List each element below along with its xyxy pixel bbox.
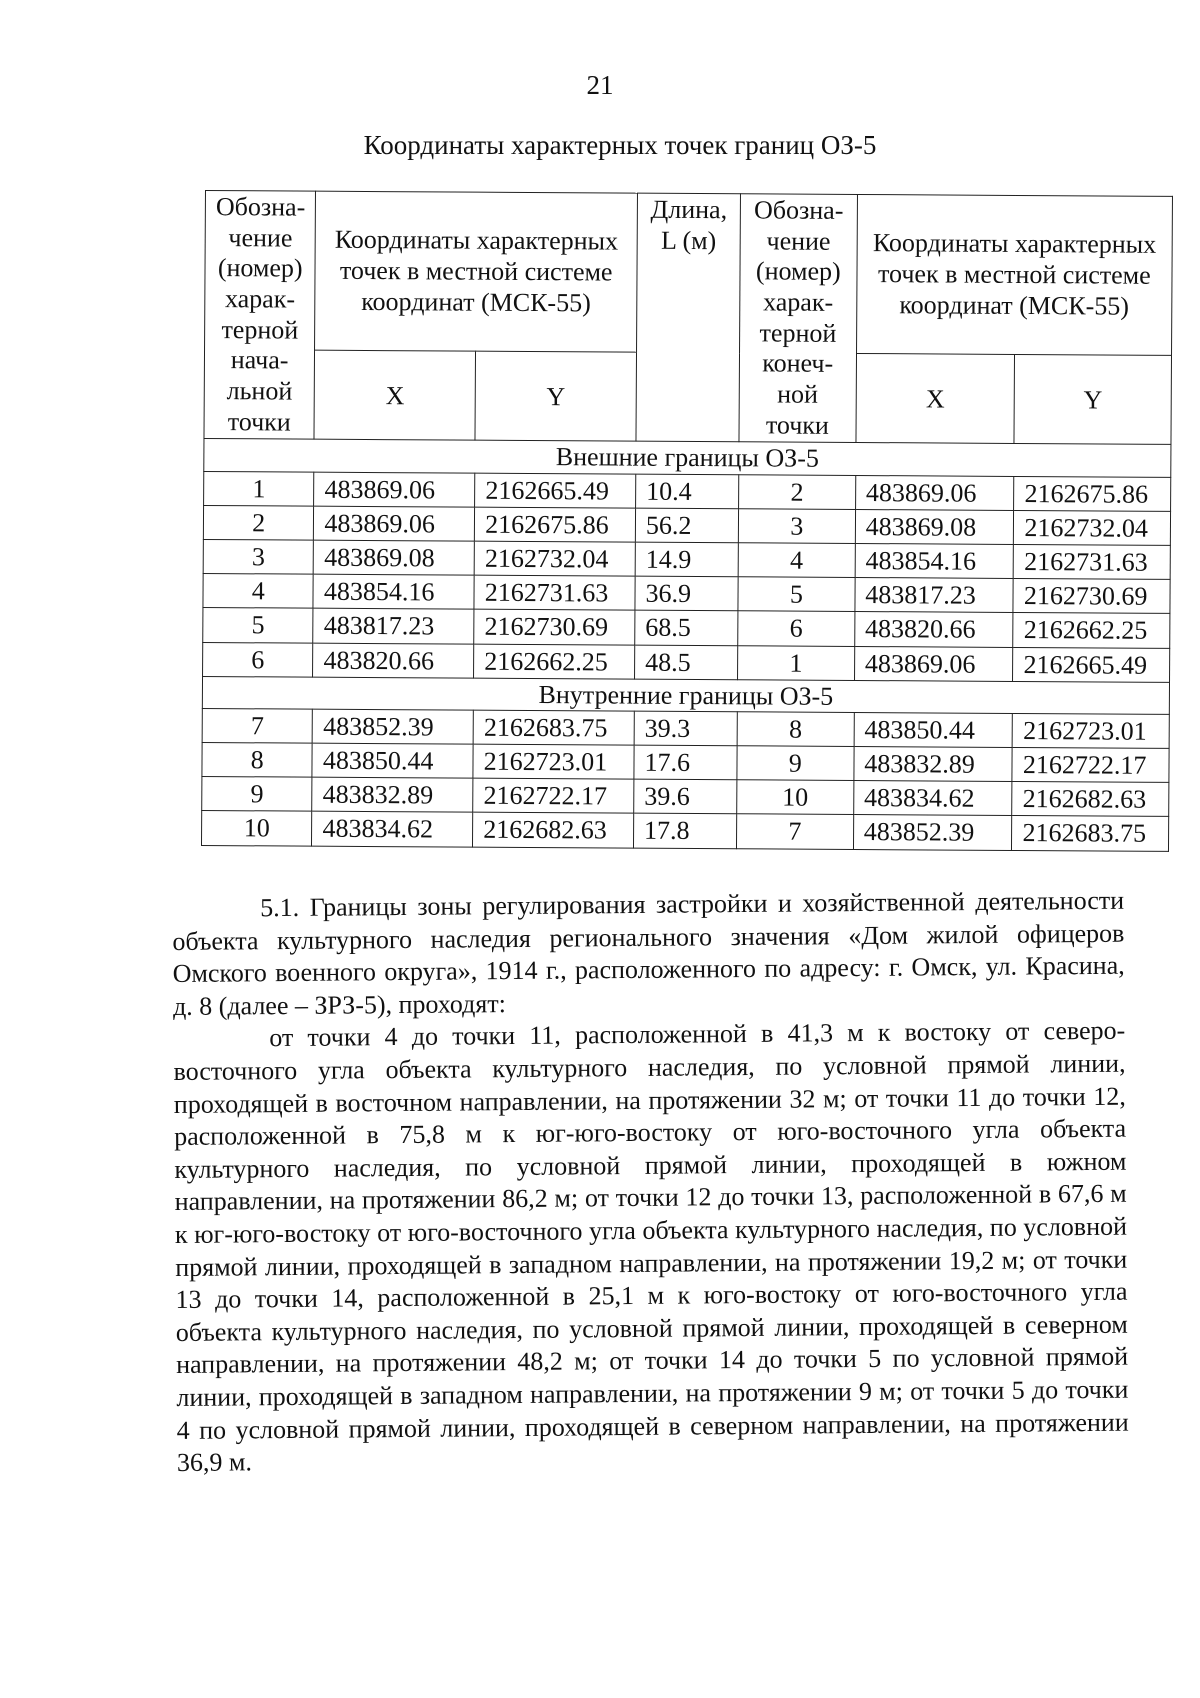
cell-end-point: 7 <box>736 814 853 849</box>
table-header-row <box>205 191 1173 356</box>
paragraph-zrz5-intro: 5.1. Границы зоны регулирования застройки и хозяйственной деятельности объекта культурного наследия регионального значения «Дом жилой офицеров Омского военного округа», 1914 г., расположенного по адресу: г. Омск, ул. Красина, д. 8 (далее – ЗРЗ-5), проходят: <box>172 885 1125 1021</box>
cell-end-point: 5 <box>738 577 855 612</box>
cell-y-start: 2162662.25 <box>474 644 635 679</box>
cell-length: 17.6 <box>634 745 737 780</box>
cell-y-start: 2162732.04 <box>474 541 635 576</box>
cell-y-end: 2162662.25 <box>1013 613 1170 648</box>
section-title: Внутренние границы ОЗ-5 <box>202 676 1169 714</box>
cell-start-point: 1 <box>204 471 315 506</box>
paragraph-zrz5-route: от точки 4 до точки 11, расположенной в 41,3 м к востоку от северо-восточного угла объекта культурного наследия, по условной прямой линии, проходящей в восточном направлении, на протяжении 32 м; от точки 11 до точки 12, расположенной в 75,8 м к юг-юго-востоку от юго-восточного угла объекта культурного наследия, по условной прямой линии, проходящей в южном направлении, на протяжении 86,2 м; от точки 12 до точки 13, расположенной в 67,6 м к юг-юго-востоку от юго-восточного угла объекта культурного наследия, по условной прямой линии, проходящей в западном направлении, на протяжении 19,2 м; от точки 13 до точки 14, расположенной в 25,1 м к юго-востоку от юго-восточного угла объекта культурного наследия, по условной прямой линии, проходящей в северном направлении, на протяжении 48,2 м; от точки 14 до точки 5 по условной прямой линии, проходящей в западном направлении, на протяжении 9 м; от точки 5 до точки 4 по условной прямой линии, проходящей в северном направлении, на протяжении 36,9 м. <box>173 1016 1129 1478</box>
cell-start-point: 2 <box>203 505 314 540</box>
cell-x-start: 483869.06 <box>314 472 475 507</box>
cell-x-end: 483832.89 <box>854 747 1013 782</box>
cell-y-end: 2162723.01 <box>1013 713 1170 748</box>
cell-x-end: 483854.16 <box>855 543 1014 578</box>
cell-y-end: 2162722.17 <box>1012 748 1169 783</box>
cell-end-point: 10 <box>737 780 854 815</box>
cell-length: 56.2 <box>635 508 738 543</box>
cell-end-point: 4 <box>738 543 855 578</box>
page-number: 21 <box>586 70 614 100</box>
cell-x-start: 483854.16 <box>313 574 474 609</box>
table-row <box>202 743 1169 783</box>
table-row <box>202 708 1169 748</box>
cell-x-end: 483869.06 <box>854 646 1013 681</box>
cell-y-start: 2162730.69 <box>474 609 635 644</box>
cell-y-end: 2162682.63 <box>1012 782 1169 817</box>
header-end-designation: Обозна-чение (номер) харак-терной конеч-ной точки <box>739 194 857 443</box>
cell-x-end: 483852.39 <box>853 815 1012 850</box>
cell-end-point: 6 <box>738 611 855 646</box>
cell-start-point: 3 <box>203 539 314 574</box>
table-row <box>203 505 1170 545</box>
table-row <box>203 608 1170 648</box>
cell-length: 48.5 <box>635 645 738 680</box>
cell-x-end: 483834.62 <box>853 781 1012 816</box>
cell-y-end: 2162675.86 <box>1014 476 1171 511</box>
cell-y-start: 2162665.49 <box>475 473 636 508</box>
cell-y-end: 2162665.49 <box>1013 647 1170 682</box>
cell-x-start: 483869.08 <box>314 540 475 575</box>
cell-start-point: 4 <box>203 574 314 609</box>
cell-x-start: 483869.06 <box>314 506 475 541</box>
cell-y-start: 2162675.86 <box>475 507 636 542</box>
header-length: Длина, L (м) <box>636 193 740 442</box>
cell-y-end: 2162730.69 <box>1013 579 1170 614</box>
cell-end-point: 3 <box>738 509 855 544</box>
cell-x-end: 483820.66 <box>854 612 1013 647</box>
cell-y-start: 2162731.63 <box>474 575 635 610</box>
cell-y-start: 2162723.01 <box>473 744 634 779</box>
cell-x-start: 483852.39 <box>313 709 474 744</box>
body-text <box>172 885 1129 1480</box>
cell-x-start: 483832.89 <box>312 777 473 812</box>
cell-y-end: 2162731.63 <box>1014 544 1171 579</box>
header-x-start: X <box>314 351 475 441</box>
cell-length: 39.3 <box>634 711 737 746</box>
table-row <box>204 471 1171 511</box>
cell-y-start: 2162722.17 <box>473 778 634 813</box>
cell-length: 39.6 <box>634 779 737 814</box>
table-row <box>203 642 1170 682</box>
cell-end-point: 1 <box>737 645 854 680</box>
cell-start-point: 8 <box>202 743 313 778</box>
coordinates-table-wrapper <box>201 190 1173 852</box>
table-row <box>203 574 1170 614</box>
cell-y-end: 2162683.75 <box>1012 816 1169 851</box>
coordinates-table <box>201 190 1173 852</box>
cell-x-start: 483850.44 <box>312 743 473 778</box>
cell-x-start: 483817.23 <box>313 608 474 643</box>
table-row <box>201 811 1168 851</box>
cell-y-start: 2162682.63 <box>473 813 634 848</box>
cell-y-end: 2162732.04 <box>1014 510 1171 545</box>
table-row <box>203 539 1170 579</box>
table-title: Координаты характерных точек границ ОЗ-5 <box>363 130 877 160</box>
section-title: Внешние границы ОЗ-5 <box>204 439 1171 477</box>
header-start-designation: Обозна-чение (номер) харак-терной нача-льной точки <box>204 191 316 440</box>
cell-x-end: 483817.23 <box>855 578 1014 613</box>
table-row <box>202 777 1169 817</box>
cell-start-point: 6 <box>203 642 314 677</box>
cell-x-end: 483869.06 <box>855 475 1014 510</box>
cell-length: 14.9 <box>635 542 738 577</box>
cell-length: 17.8 <box>634 814 737 849</box>
header-y-end: Y <box>1014 355 1171 445</box>
header-coords-end: Координаты характерных точек в местной системе координат (МСК-55) <box>856 194 1172 355</box>
header-y-start: Y <box>475 352 636 442</box>
cell-x-end: 483850.44 <box>854 712 1013 747</box>
cell-x-start: 483820.66 <box>313 643 474 678</box>
cell-end-point: 9 <box>737 746 854 781</box>
cell-start-point: 7 <box>202 708 313 743</box>
cell-end-point: 2 <box>738 474 855 509</box>
cell-start-point: 5 <box>203 608 314 643</box>
header-coords-start: Координаты характерных точек в местной системе координат (МСК-55) <box>315 191 638 352</box>
header-x-end: X <box>856 354 1015 444</box>
cell-x-end: 483869.08 <box>855 509 1014 544</box>
cell-start-point: 9 <box>202 777 313 812</box>
cell-end-point: 8 <box>737 712 854 747</box>
cell-length: 68.5 <box>635 610 738 645</box>
cell-y-start: 2162683.75 <box>473 710 634 745</box>
cell-length: 36.9 <box>635 576 738 611</box>
cell-length: 10.4 <box>636 474 739 509</box>
cell-start-point: 10 <box>201 811 312 846</box>
cell-x-start: 483834.62 <box>312 812 473 847</box>
